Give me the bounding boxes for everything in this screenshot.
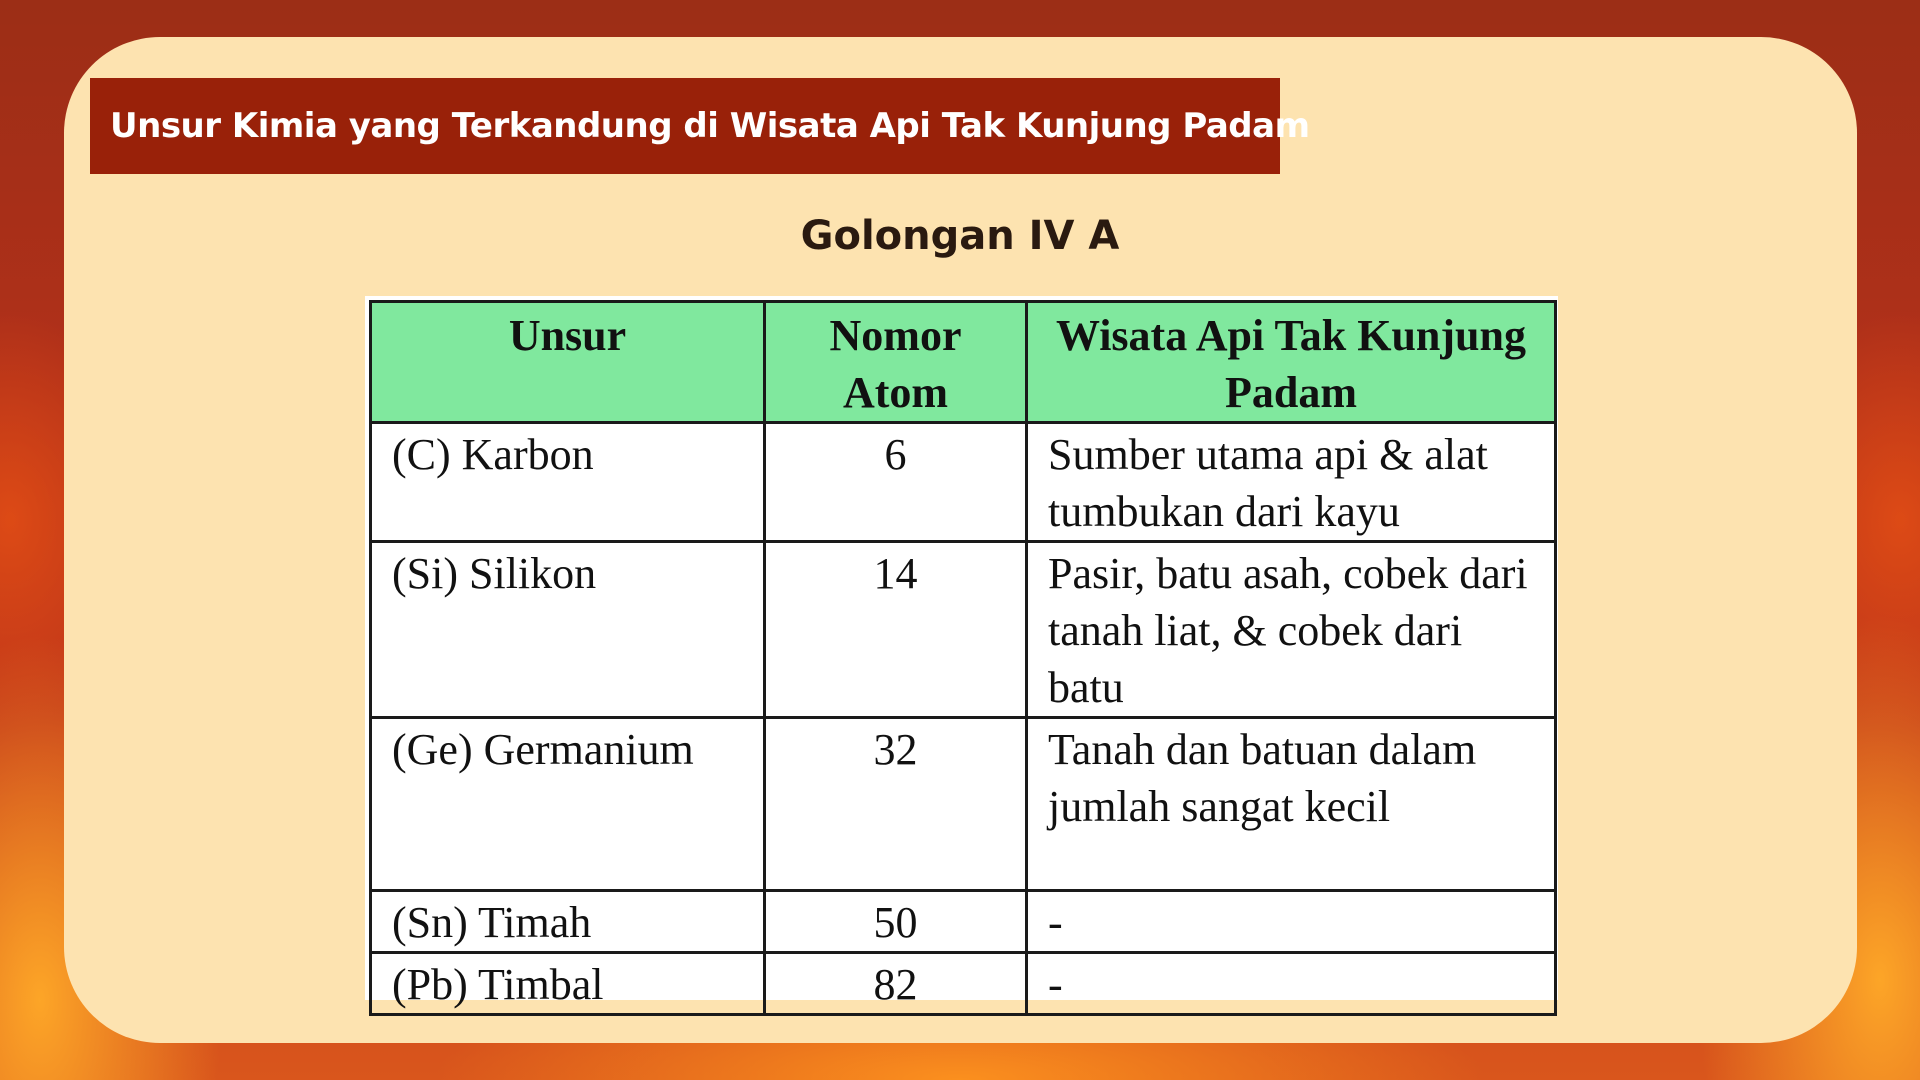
cell-unsur: (Ge) Germanium <box>371 718 765 891</box>
header-wisata: Wisata Api Tak Kunjung Padam <box>1027 302 1556 423</box>
table-row <box>371 718 1556 891</box>
header-nomor-atom: Nomor Atom <box>765 302 1027 423</box>
title-banner <box>90 78 1310 174</box>
cell-wisata: Pasir, batu asah, cobek dari tanah liat, & cobek dari batu <box>1027 542 1556 718</box>
element-table-container <box>365 296 1558 1009</box>
cell-wisata: - <box>1027 891 1556 953</box>
cell-nomor-atom: 14 <box>765 542 1027 718</box>
cell-nomor-atom: 6 <box>765 423 1027 542</box>
cell-unsur: (C) Karbon <box>371 423 765 542</box>
cell-nomor-atom: 50 <box>765 891 1027 953</box>
table-header-row <box>371 302 1556 423</box>
table-row <box>371 891 1556 953</box>
cell-unsur: (Sn) Timah <box>371 891 765 953</box>
cell-nomor-atom: 32 <box>765 718 1027 891</box>
table-row <box>371 953 1556 1015</box>
cell-wisata: Tanah dan batuan dalam jumlah sangat kecil <box>1027 718 1556 891</box>
cell-nomor-atom: 82 <box>765 953 1027 1015</box>
cell-unsur: (Si) Silikon <box>371 542 765 718</box>
table-row <box>371 542 1556 718</box>
page-title: Unsur Kimia yang Terkandung di Wisata Api Tak Kunjung Padam <box>110 106 1310 146</box>
cell-unsur: (Pb) Timbal <box>371 953 765 1015</box>
element-table <box>369 300 1557 1016</box>
header-unsur: Unsur <box>371 302 765 423</box>
cell-wisata: - <box>1027 953 1556 1015</box>
table-row <box>371 423 1556 542</box>
table-subtitle: Golongan IV A <box>800 213 1120 259</box>
cell-wisata: Sumber utama api & alat tumbukan dari kayu <box>1027 423 1556 542</box>
